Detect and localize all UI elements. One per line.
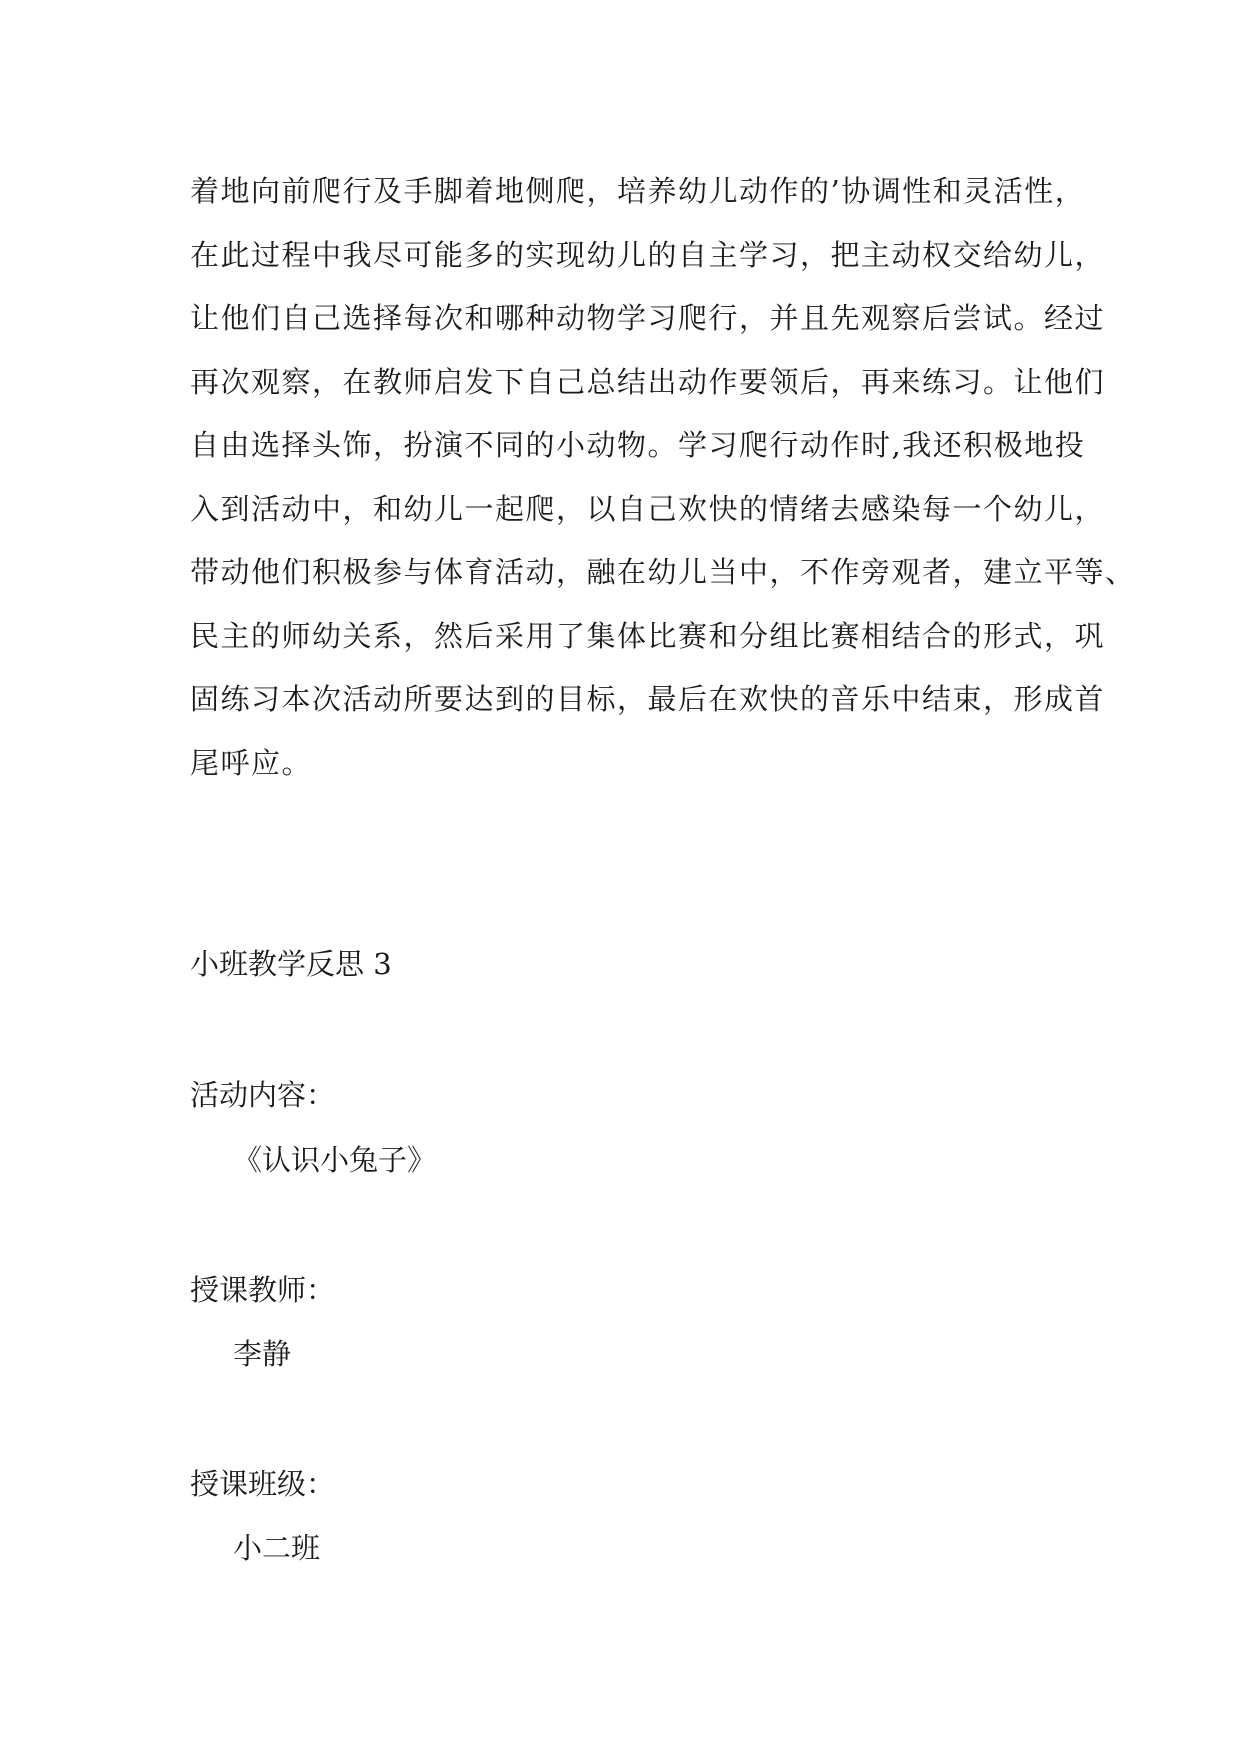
body-paragraph	[190, 160, 1136, 795]
paragraph-line: 让他们自己选择每次和哪种动物学习爬行，并且先观察后尝试。经过	[190, 301, 1106, 335]
teacher-label: 授课教师：	[190, 1273, 336, 1307]
paragraph-line: 再次观察，在教师启发下自己总结出动作要领后，再来练习。让他们	[190, 364, 1106, 399]
paragraph-line: 民主的师幼关系，然后采用了集体比赛和分组比赛相结合的形式，巩	[190, 618, 1106, 653]
paragraph-line: 尾呼应。	[190, 745, 313, 780]
paragraph-line: 自由选择头饰，扮演不同的小动物。学习爬行动作时,我还积极地投	[190, 428, 1086, 462]
activity-content-label: 活动内容：	[190, 1078, 336, 1112]
paragraph-line: 着地向前爬行及手脚着地侧爬，培养幼儿动作的’协调性和灵活性，	[190, 174, 1086, 208]
section-title: 小班教学反思 3	[190, 947, 392, 981]
class-value: 小二班	[233, 1531, 321, 1565]
activity-content-value: 《认识小兔子》	[233, 1143, 437, 1177]
teacher-value: 李静	[233, 1337, 292, 1371]
paragraph-line: 入到活动中，和幼儿一起爬，以自己欢快的情绪去感染每一个幼儿，	[190, 491, 1106, 526]
paragraph-line: 固练习本次活动所要达到的目标，最后在欢快的音乐中结束，形成首	[190, 682, 1106, 716]
class-label: 授课班级：	[190, 1467, 336, 1501]
paragraph-line: 在此过程中我尽可能多的实现幼儿的自主学习，把主动权交给幼儿，	[190, 237, 1106, 272]
paragraph-line: 带动他们积极参与体育活动，融在幼儿当中，不作旁观者，建立平等、	[190, 555, 1136, 589]
